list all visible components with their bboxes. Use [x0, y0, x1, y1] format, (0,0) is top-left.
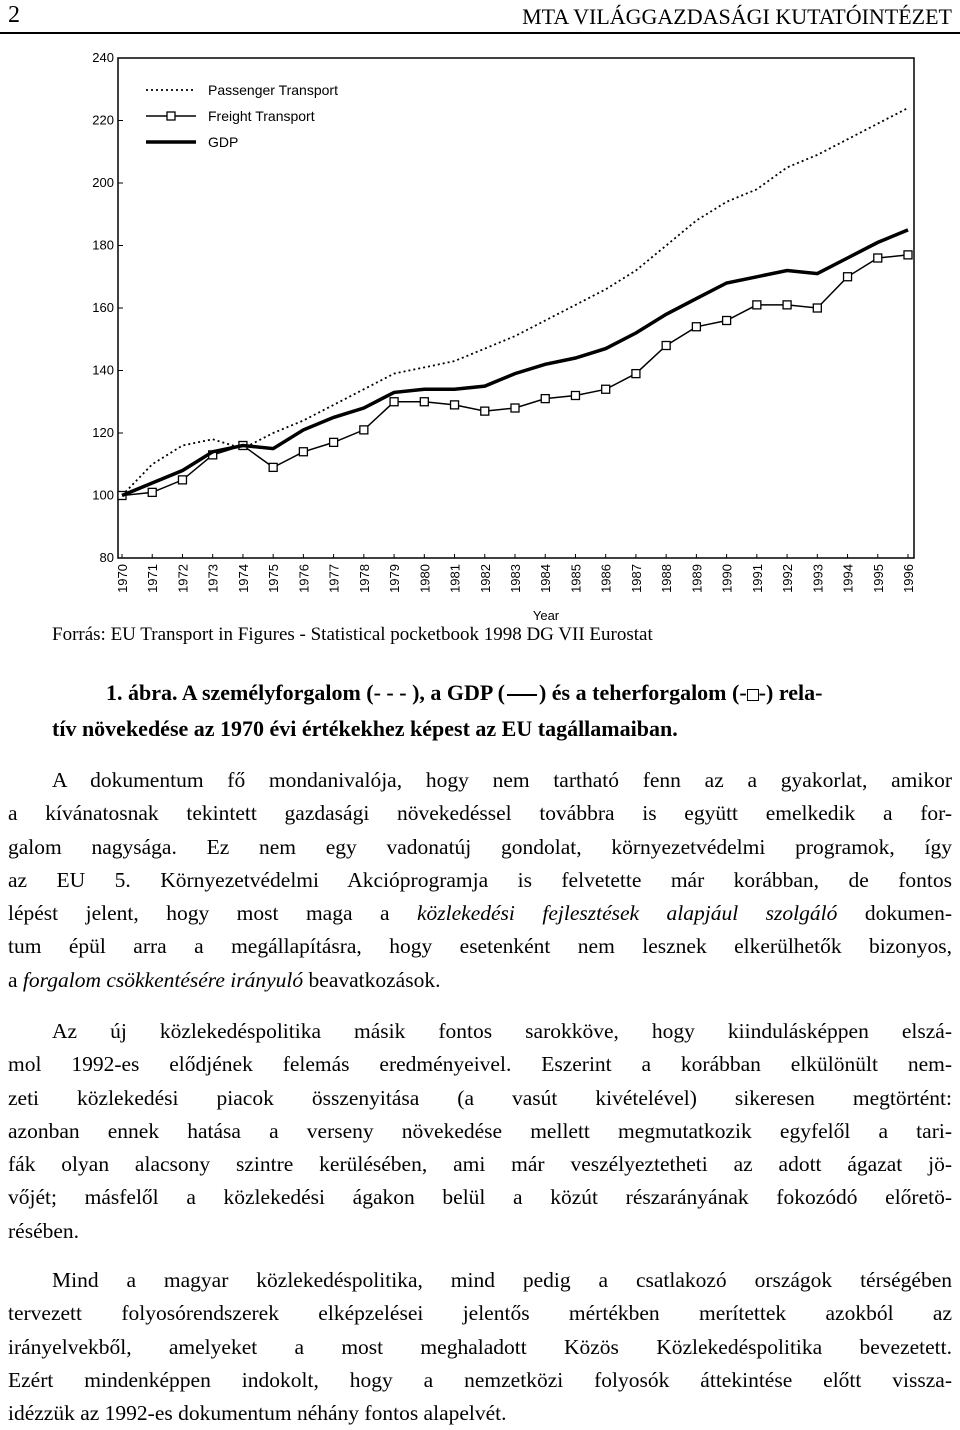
p1-line1: A dokumentum fő mondanivalója, hogy nem tartható fenn az a gyakorlat, amikor	[52, 768, 952, 792]
legend-label: GDP	[208, 134, 239, 150]
freight-point	[330, 438, 338, 446]
p2-line3: zeti közlekedési piacok összenyitása (a vasút kivételével) sikeresen megtörtént:	[8, 1085, 952, 1110]
p2-line1: Az új közlekedéspolitika másik fontos sarokköve, hogy kiindulásképpen elszá-	[52, 1019, 952, 1043]
page-header	[0, 0, 960, 34]
p1-line7-c: beavatkozások.	[303, 967, 441, 992]
p1-line5-a: lépést jelent, hogy most maga a	[8, 901, 417, 926]
institute-name: MTA VILÁGGAZDASÁGI KUTATÓINTÉZET	[522, 4, 952, 29]
x-tick-label: 1987	[628, 564, 644, 593]
x-tick-label: 1990	[719, 564, 735, 593]
chart-source: Forrás: EU Transport in Figures - Statistical pocketbook 1998 DG VII Eurostat	[52, 624, 653, 645]
freight-point	[753, 301, 761, 309]
freight-point	[874, 254, 882, 262]
solid-line-symbol	[507, 694, 537, 696]
p2-line7: résében.	[8, 1218, 80, 1243]
x-tick-label: 1972	[175, 564, 191, 593]
freight-point	[571, 392, 579, 400]
p2-line4: azonban ennek hatása a verseny növekedése mellett megmutatkozik egyfelől a tari-	[8, 1118, 952, 1143]
x-tick-label: 1970	[115, 564, 130, 593]
p1-line6: tum épül arra a megállapításra, hogy esetenként nem lesznek elkerülhetők bizonyos,	[8, 934, 952, 959]
p1-line5-italic: közlekedési fejlesztések alapjául szolgáló	[417, 901, 838, 926]
x-axis-title: Year	[532, 608, 560, 622]
chart-svg	[46, 48, 918, 622]
caption-part2: ) és a teherforgalom (-	[538, 680, 747, 705]
freight-point	[813, 304, 821, 312]
p1-line5-c: dokumen-	[837, 901, 953, 926]
freight-point	[844, 273, 852, 281]
y-tick-label: 80	[99, 550, 114, 565]
freight-point	[723, 317, 731, 325]
p1-line3: galom nagysága. Ez nem egy vadonatúj gondolat, környezetvédelmi programok, így	[8, 834, 952, 859]
y-tick-label: 220	[92, 112, 114, 128]
paragraph-3	[8, 1264, 952, 1430]
x-tick-label: 1993	[810, 564, 826, 593]
x-tick-label: 1995	[870, 564, 886, 593]
y-tick-label: 180	[92, 237, 114, 253]
plot-frame	[118, 58, 914, 558]
x-tick-label: 1992	[780, 564, 796, 593]
y-tick-label: 160	[92, 300, 114, 315]
freight-point	[481, 407, 489, 415]
caption-line2: tív növekedése az 1970 évi értékekhez képest az EU tagállamaiban.	[52, 716, 678, 741]
x-tick-label: 1994	[840, 564, 856, 593]
x-tick-label: 1976	[296, 564, 312, 593]
x-tick-label: 1991	[749, 564, 765, 593]
p1-line7-a: a	[8, 967, 23, 992]
freight-point	[360, 426, 368, 434]
x-tick-label: 1971	[145, 564, 161, 593]
p1-line7-italic: forgalom csökkentésére irányuló	[22, 967, 304, 992]
x-tick-label: 1989	[689, 564, 705, 593]
freight-point	[602, 385, 610, 393]
x-tick-label: 1978	[356, 564, 372, 593]
y-tick-label: 100	[92, 487, 114, 503]
freight-point	[783, 301, 791, 309]
transport-growth-chart	[46, 48, 918, 622]
p1-line2: a kívánatosnak tekintett gazdasági növekedéssel továbbra is együtt emelkedik a for-	[8, 801, 952, 826]
p2-line2: mol 1992-es elődjének felemás eredményeivel. Eszerint a korábban elkülönült nem-	[8, 1052, 952, 1077]
freight-point	[451, 401, 459, 409]
p1-line4: az EU 5. Környezetvédelmi Akcióprogramja is felvetette már korábban, de fontos	[8, 867, 952, 892]
freight-point	[148, 488, 156, 496]
y-tick-label: 120	[92, 425, 114, 440]
p2-line5: fák olyan alacsony szintre kerülésében, ami már veszélyeztetheti az adott ágazat jö-	[8, 1152, 952, 1177]
p3-line5: idézzük az 1992-es dokumentum néhány fontos alapelvét.	[8, 1401, 507, 1426]
freight-point	[541, 395, 549, 403]
legend-marker	[167, 112, 175, 120]
x-tick-label: 1986	[598, 564, 614, 593]
freight-point	[299, 448, 307, 456]
paragraph-1	[8, 764, 952, 997]
x-tick-label: 1984	[538, 564, 554, 593]
x-tick-label: 1979	[387, 564, 403, 593]
legend-label: Freight Transport	[208, 108, 315, 124]
p3-line2: tervezett folyosórendszerek elképzelései jelentős mértékben merítettek azokból az	[8, 1301, 952, 1326]
x-tick-label: 1985	[568, 564, 584, 593]
x-tick-label: 1973	[205, 564, 221, 593]
x-tick-label: 1981	[447, 564, 463, 593]
header-rule	[0, 32, 960, 34]
caption-part3: -) rela-	[758, 680, 823, 705]
p3-line3: irányelvekből, amelyeket a most meghaladott Közös Közlekedéspolitika bevezetett.	[8, 1334, 952, 1359]
freight-point	[390, 398, 398, 406]
freight-point	[632, 370, 640, 378]
square-marker-symbol	[747, 689, 759, 701]
x-tick-label: 1975	[266, 564, 282, 593]
x-tick-label: 1977	[326, 564, 342, 593]
freight-point	[178, 476, 186, 484]
x-tick-label: 1982	[477, 564, 493, 593]
x-tick-label: 1974	[235, 564, 251, 593]
paragraph-2	[8, 1015, 952, 1248]
p3-line4: Ezért mindenképpen indokolt, hogy a nemzetközi folyosók áttekintése előtt vissza-	[8, 1367, 952, 1392]
y-tick-label: 200	[92, 175, 114, 190]
x-tick-label: 1983	[508, 564, 523, 593]
legend-label: Passenger Transport	[208, 82, 338, 98]
freight-point	[511, 404, 519, 412]
page-number: 2	[8, 2, 20, 28]
x-tick-label: 1996	[901, 564, 916, 593]
figure-caption	[52, 675, 932, 747]
freight-point	[420, 398, 428, 406]
series-line-gdp	[122, 230, 908, 496]
p2-line6: vőjét; másfelől a közlekedési ágakon belül a közút részarányának fokozódó előretö-	[8, 1185, 952, 1210]
freight-point	[662, 342, 670, 350]
freight-point	[904, 251, 912, 259]
caption-part1: 1. ábra. A személyforgalom (- - - ), a GDP (	[106, 680, 505, 705]
y-tick-label: 240	[92, 50, 114, 65]
freight-point	[269, 463, 277, 471]
freight-point	[692, 323, 700, 331]
p1-line5	[8, 897, 952, 930]
x-tick-label: 1988	[659, 564, 675, 593]
y-tick-label: 140	[92, 362, 114, 378]
x-tick-label: 1980	[417, 564, 433, 593]
p3-line1: Mind a magyar közlekedéspolitika, mind pedig a csatlakozó országok térségében	[52, 1268, 952, 1292]
p1-line7	[8, 964, 952, 997]
